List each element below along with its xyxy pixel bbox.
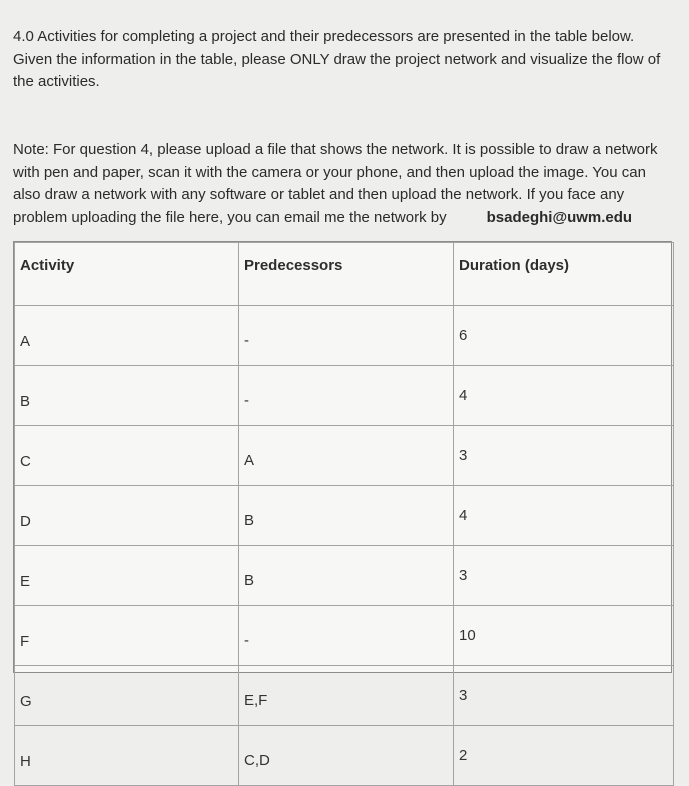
header-predecessors: Predecessors: [239, 243, 454, 306]
predecessors-cell: -: [239, 306, 454, 366]
table-row: [15, 546, 674, 606]
table-row: [15, 606, 674, 666]
table-row: [15, 426, 674, 486]
duration-cell: 6: [454, 306, 674, 366]
duration-cell: 10: [454, 606, 674, 666]
duration-cell: 3: [454, 666, 674, 726]
table-row: [15, 666, 674, 726]
duration-cell: 3: [454, 546, 674, 606]
table-row: [15, 306, 674, 366]
header-duration: Duration (days): [454, 243, 674, 306]
table-row: [15, 486, 674, 546]
question-text: 4.0 Activities for completing a project and their predecessors are presented in the table below. Given the information in the table, please ONLY draw the project network and visualize the flow of the activities.: [13, 28, 661, 90]
table-row: [15, 726, 674, 786]
email-address: bsadeghi@uwm.edu: [486, 208, 633, 226]
duration-cell: 2: [454, 726, 674, 786]
activity-cell: B: [15, 366, 239, 426]
note-text: [13, 139, 677, 229]
activity-cell: C: [15, 426, 239, 486]
duration-cell: 3: [454, 426, 674, 486]
predecessors-cell: -: [239, 606, 454, 666]
activity-cell: H: [15, 726, 239, 786]
predecessors-cell: B: [239, 486, 454, 546]
predecessors-cell: C,D: [239, 726, 454, 786]
activity-cell: D: [15, 486, 239, 546]
table-header-row: [15, 243, 674, 306]
duration-cell: 4: [454, 366, 674, 426]
activity-cell: A: [15, 306, 239, 366]
activity-cell: G: [15, 666, 239, 726]
note-body: Note: For question 4, please upload a file that shows the network. It is possible to draw a network with pen and paper, scan it with the camera or your phone, and then upload the image. You can also draw a network with any software or tablet and then upload the network. If you face any problem uploading the file here, you can email me the network by: [13, 141, 658, 226]
header-activity: Activity: [15, 243, 239, 306]
duration-cell: 4: [454, 486, 674, 546]
predecessors-cell: E,F: [239, 666, 454, 726]
predecessors-cell: -: [239, 366, 454, 426]
predecessors-cell: B: [239, 546, 454, 606]
table-row: [15, 366, 674, 426]
activities-table: [13, 241, 672, 770]
activity-cell: F: [15, 606, 239, 666]
activity-cell: E: [15, 546, 239, 606]
predecessors-cell: A: [239, 426, 454, 486]
